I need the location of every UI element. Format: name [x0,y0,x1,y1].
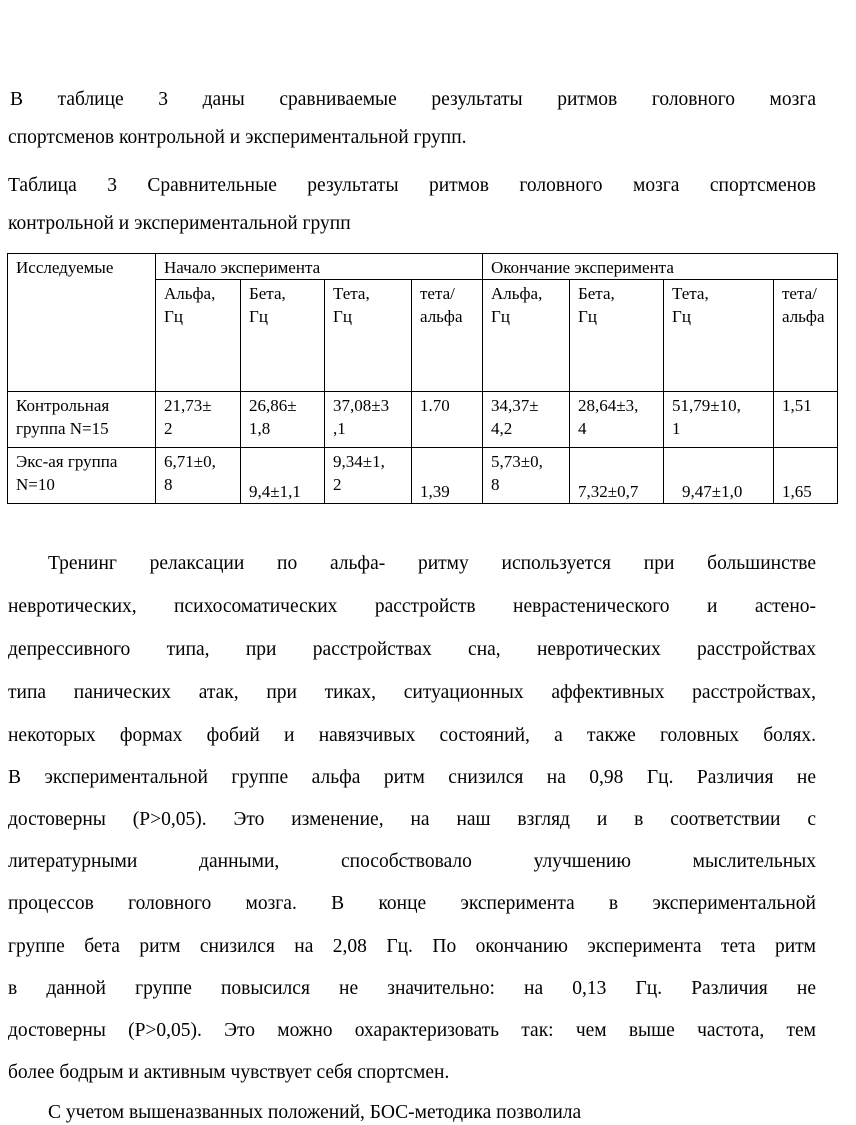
cell: 7,32±0,7 [570,448,664,504]
cell: 6,71±0, 8 [156,448,241,504]
sub-ratio-end: тета/ альфа [774,280,838,392]
cell: 5,73±0, 8 [483,448,570,504]
cell: 51,79±10, 1 [664,392,774,448]
intro-line-2: спортсменов контрольной и экспериментальной групп. [8,127,467,148]
cell: 9,4±1,1 [241,448,325,504]
table-viewport [0,250,825,510]
body-line: в данной группе повысился не значительно: на 0,13 Гц. Различия не [8,978,816,999]
caption-line-1: Таблица 3 Сравнительные результаты ритмов головного мозга спортсменов [8,175,816,196]
cell: 28,64±3, 4 [570,392,664,448]
cell: 1,65 [774,448,838,504]
body-line: С учетом вышеназванных положений, БОС-методика позволила [48,1102,582,1123]
body-line: некоторых формах фобий и навязчивых состояний, а также головных болях. [8,725,816,746]
cell: 34,37± 4,2 [483,392,570,448]
cell: 1,51 [774,392,838,448]
body-line: достоверны (P>0,05). Это можно охарактеризовать так: чем выше частота, тем [8,1020,816,1041]
caption-line-2: контрольной и экспериментальной групп [8,213,351,234]
row-label: Экс-ая группа N=10 [8,448,156,504]
row-label: Контрольная группа N=15 [8,392,156,448]
cell: 9,47±1,0 [664,448,774,504]
sub-beta-end: Бета, Гц [570,280,664,392]
table-header-row-1 [8,254,838,280]
cell: 1,39 [412,448,483,504]
sub-theta-end: Тета, Гц [664,280,774,392]
table-row [8,392,838,448]
body-line: литературными данными, способствовало улучшению мыслительных [8,851,816,872]
intro-line-1: В таблице 3 даны сравниваемые результаты ритмов головного мозга [10,89,816,110]
header-end: Окончание эксперимента [483,254,838,280]
sub-theta-start: Тета, Гц [325,280,412,392]
cell: 1.70 [412,392,483,448]
body-line: группе бета ритм снизился на 2,08 Гц. По окончанию эксперимента тета ритм [8,936,816,957]
header-start: Начало эксперимента [156,254,483,280]
results-table [7,253,838,504]
body-line: процессов головного мозга. В конце эксперимента в экспериментальной [8,893,816,914]
header-group-cell: Исследуемые [8,254,156,392]
body-line: Тренинг релаксации по альфа- ритму используется при большинстве [48,553,816,574]
table-row [8,448,838,504]
sub-alpha-end: Альфа, Гц [483,280,570,392]
cell: 37,08±3 ,1 [325,392,412,448]
body-line: В экспериментальной группе альфа ритм снизился на 0,98 Гц. Различия не [8,767,816,788]
cell: 9,34±1, 2 [325,448,412,504]
body-line: достоверны (P>0,05). Это изменение, на наш взгляд и в соответствии с [8,809,816,830]
body-line: типа панических атак, при тиках, ситуационных аффективных расстройствах, [8,682,816,703]
sub-beta-start: Бета, Гц [241,280,325,392]
sub-alpha-start: Альфа, Гц [156,280,241,392]
body-line: невротических, психосоматических расстройств неврастенического и астено- [8,596,816,617]
body-line: более бодрым и активным чувствует себя спортсмен. [8,1062,450,1083]
cell: 26,86± 1,8 [241,392,325,448]
body-line: депрессивного типа, при расстройствах сна, невротических расстройствах [8,639,816,660]
sub-ratio-start: тета/ альфа [412,280,483,392]
cell: 21,73± 2 [156,392,241,448]
